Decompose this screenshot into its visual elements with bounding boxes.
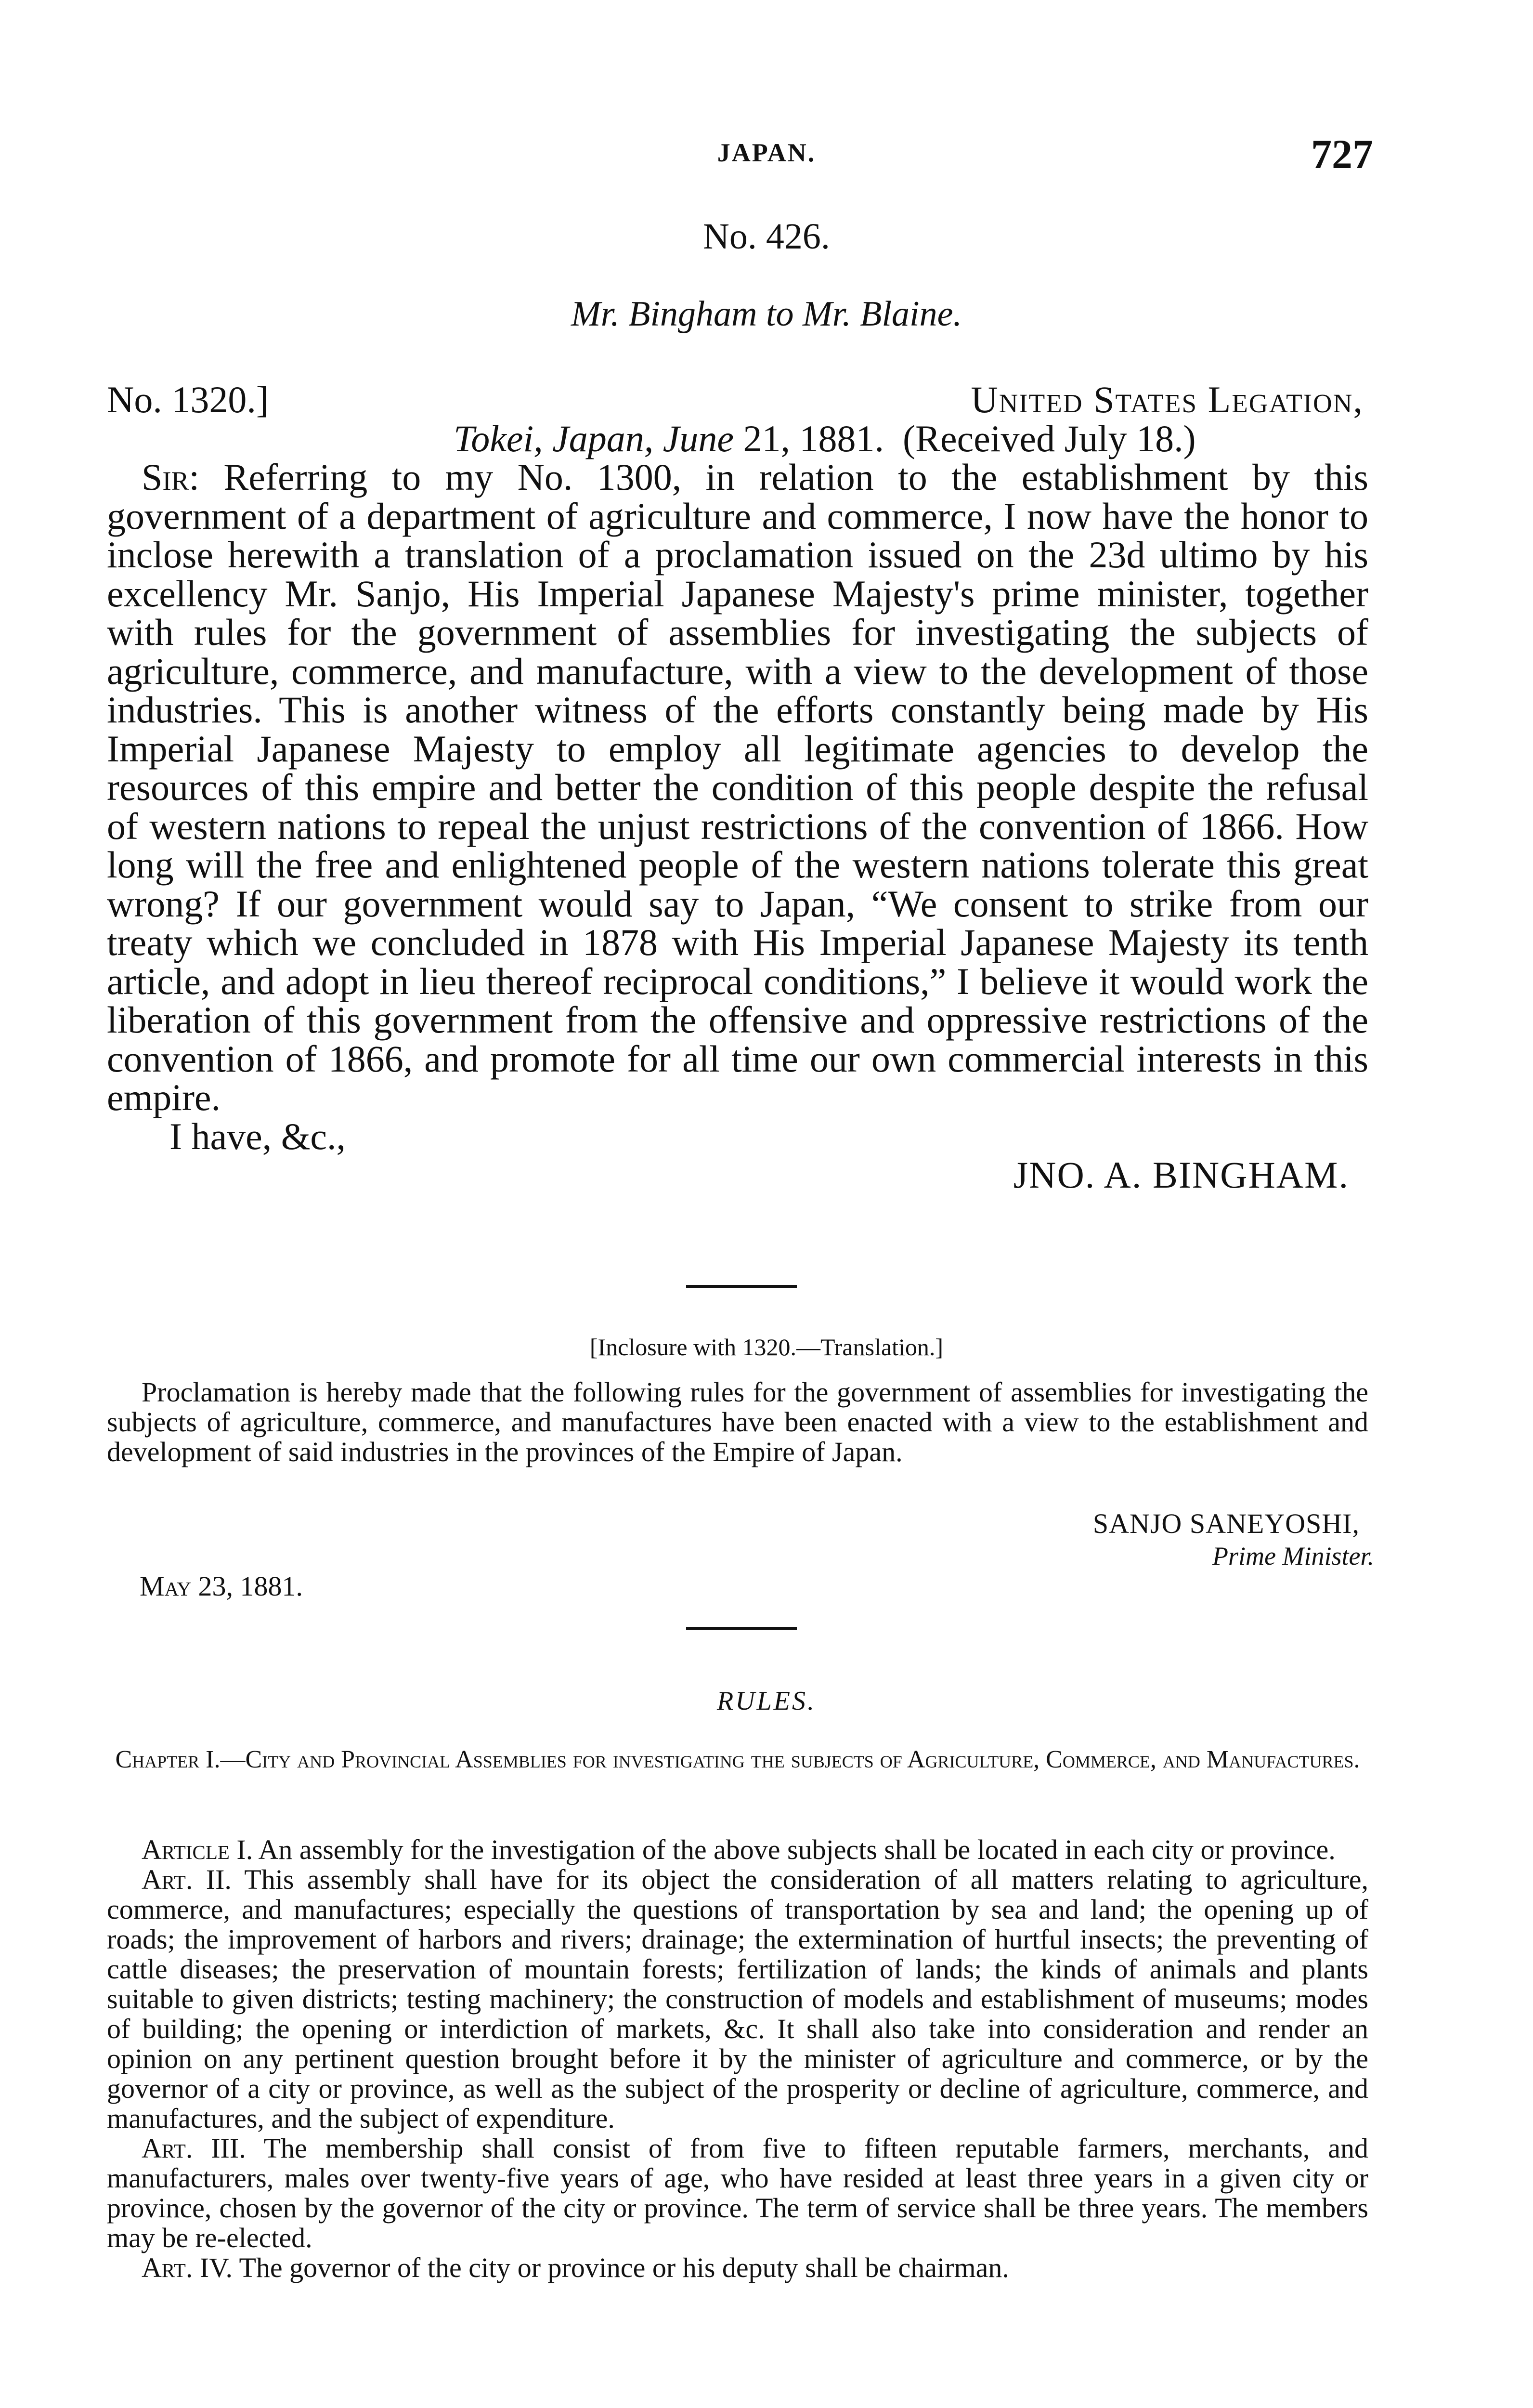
section-divider — [686, 1627, 797, 1630]
letter-closing: I have, &c., — [169, 1115, 346, 1157]
letter-date-line — [107, 419, 1368, 458]
salutation: Sir: — [142, 456, 200, 498]
proclamation-date — [140, 1570, 303, 1602]
article-text: An assembly for the investigation of the above subjects shall be located in each city or province. — [258, 1834, 1336, 1865]
rules-title: RULES. — [717, 1686, 816, 1716]
article-text: This assembly shall have for its object the consideration of all matters relating to agriculture, commerce, and manufactures; especially the questions of transportation by sea and land; the opening up of roads; the improvement of harbors and rivers; drainage; the extermination of hurtful insects; the preventing of cattle diseases; the preservation of mountain forests; fertilization of lands; the kinds of animals and plants suitable to given districts; testing machinery; the construction of models and establishment of museums; modes of building; the opening or interdiction of markets, &c. It shall also take into consideration and render an opinion on any pertinent question brought before it by the minister of agriculture and commerce, or by the governor of a city or province, as well as the subject of the prosperity or decline of agriculture, commerce, and manufactures, and the subject of expenditure. — [107, 1864, 1369, 2134]
legation-name: United States Legation, — [971, 379, 1364, 420]
chapter-heading: Chapter I.—City and Provincial Assemblies for investigating the subjects of Agriculture, Commerce, and Manufactures. — [115, 1746, 1360, 1773]
letter-signature: JNO. A. BINGHAM. — [1013, 1154, 1349, 1196]
letter-reference-line — [107, 380, 1368, 419]
section-divider — [686, 1285, 797, 1288]
proclamation — [107, 1377, 1368, 1467]
proclamation-date-month: May — [140, 1570, 192, 1602]
articles-list — [107, 1835, 1368, 2283]
letter-body-text: Referring to my No. 1300, in relation to the establishment by this government of a department of agriculture and commerce, I now have the honor to inclose herewith a translation of a proclamation issued on the 23d ultimo by his excellency Mr. Sanjo, His Imperial Japanese Majesty's prime minister, together with rules for the government of assemblies for investigating the subjects of agriculture, commerce, and manufacture, with a view to the development of those industries. This is another witness of the efforts constantly being made by His Imperial Japanese Majesty to employ all legitimate agencies to develop the resources of this empire and better the condition of this people despite the refusal of western nations to repeal the unjust restrictions of the convention of 1866. How long will the free and enlightened people of the western nations tolerate this great wrong? If our government would say to Japan, “We consent to strike from our treaty which we concluded in 1878 with His Imperial Japanese Majesty its tenth article, and adopt in lieu thereof reciprocal conditions,” I believe it would work the liberation of this government from the offensive and oppressive restrictions of the convention of 1866, and promote for all time our own commercial interests in this empire. — [107, 456, 1368, 1118]
page-number: 727 — [1311, 131, 1373, 177]
article-text: The governor of the city or province or his deputy shall be chairman. — [239, 2252, 1009, 2283]
article-item — [107, 2133, 1368, 2253]
letter-body — [107, 458, 1368, 1117]
proclamation-date-rest: 23, 1881. — [198, 1570, 303, 1602]
document-number: No. 426. — [703, 216, 830, 257]
document-title: Mr. Bingham to Mr. Blaine. — [571, 294, 962, 334]
article-label: Art. III. — [142, 2133, 246, 2164]
article-label: Art. II. — [142, 1864, 232, 1895]
letter-place: Tokei, Japan, June — [454, 417, 734, 459]
proclamation-signer-title: Prime Minister. — [1212, 1542, 1374, 1570]
letter — [107, 380, 1368, 1195]
letter-date: 21, 1881. — [743, 417, 884, 459]
proclamation-signer: SANJO SANEYOSHI, — [1092, 1508, 1360, 1539]
article-item — [107, 1835, 1368, 1865]
article-item — [107, 1865, 1368, 2133]
article-text: The membership shall consist of from five to fifteen reputable farmers, merchants, and manufacturers, males over twenty-five years of age, who have resided at least three years in a given city or province, chosen by the governor of the city or province. The term of service shall be three years. The members may be re-elected. — [107, 2133, 1368, 2253]
dispatch-number: No. 1320.] — [107, 379, 269, 420]
article-label: Article I. — [142, 1834, 253, 1865]
received-date: (Received July 18.) — [903, 417, 1196, 459]
enclosure-heading: [Inclosure with 1320.—Translation.] — [589, 1334, 944, 1361]
article-label: Art. IV. — [142, 2252, 233, 2283]
proclamation-text: Proclamation is hereby made that the following rules for the government of assemblies for investigating the subjects of agriculture, commerce, and manufactures have been enacted with a view to the establishment and development of said industries in the provinces of the Empire of Japan. — [107, 1376, 1368, 1467]
running-title: JAPAN. — [717, 138, 816, 167]
article-item — [107, 2253, 1368, 2283]
